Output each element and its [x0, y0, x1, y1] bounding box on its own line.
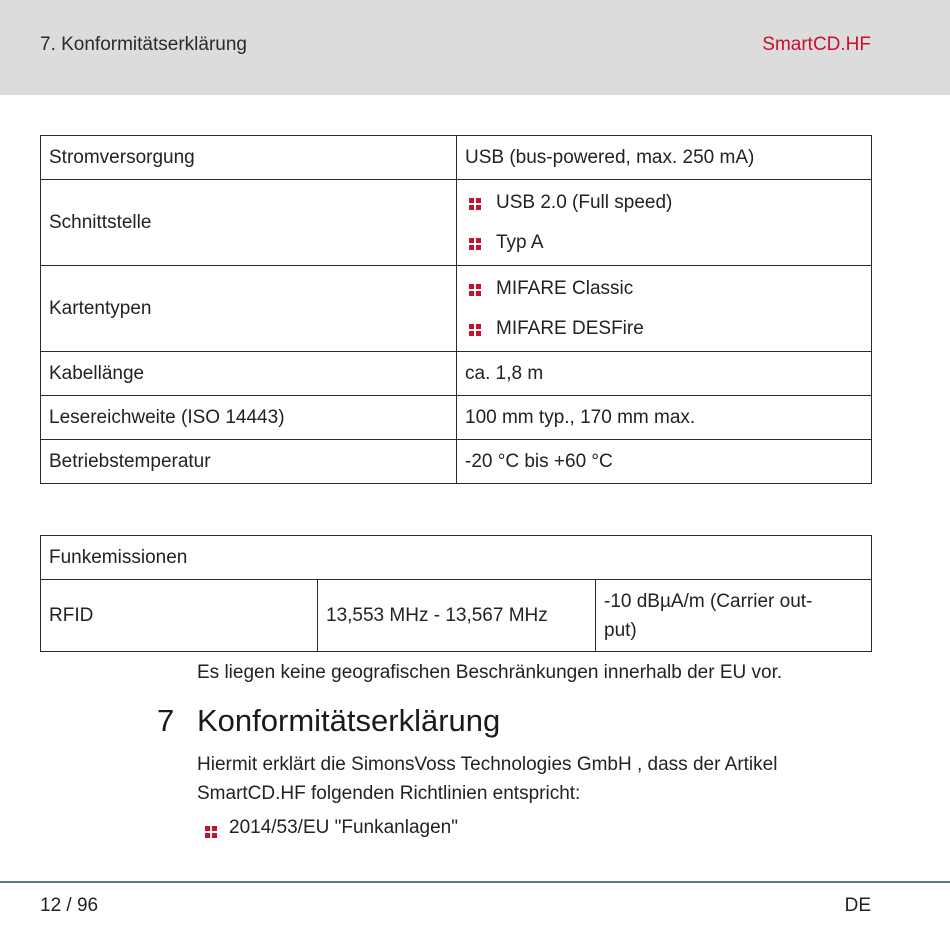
table-row [41, 580, 872, 652]
list-item [465, 269, 863, 309]
table-row [41, 396, 872, 440]
list-item-text: Typ A [496, 231, 544, 253]
section-body-line2: SmartCD.HF folgenden Richtlinien entspricht: [197, 783, 581, 804]
list-item-text: MIFARE Classic [496, 277, 634, 299]
list-item-text: USB 2.0 (Full speed) [496, 191, 673, 213]
header-section-title: 7. Konformitätserklärung [40, 34, 247, 55]
section-body [197, 750, 857, 808]
radio-table-header: Funkemissionen [41, 536, 872, 580]
spec-key: Kartentypen [41, 266, 457, 352]
eu-restriction-note: Es liegen keine geografischen Beschränkungen innerhalb der EU vor. [197, 662, 783, 683]
list-item [465, 183, 863, 223]
list-item [465, 223, 863, 263]
spec-value-list [457, 266, 872, 352]
radio-power [596, 580, 872, 652]
radio-power-line1: -10 dBµA/m (Carrier out- [604, 590, 813, 612]
table-row [41, 352, 872, 396]
section-number: 7 [157, 703, 175, 738]
table-row [41, 266, 872, 352]
header-product-name: SmartCD.HF [762, 34, 871, 55]
page-header [0, 0, 950, 95]
radio-name: RFID [41, 580, 318, 652]
bullet-icon [205, 826, 217, 838]
section-body-line1: Hiermit erklärt die SimonsVoss Technologies GmbH , dass der Artikel [197, 754, 778, 775]
spec-value-list [457, 180, 872, 266]
section-title: Konformitätserklärung [197, 703, 501, 738]
spec-key: Lesereichweite (ISO 14443) [41, 396, 457, 440]
spec-key: Stromversorgung [41, 136, 457, 180]
table-header-row [41, 536, 872, 580]
footer-divider [0, 881, 950, 883]
table-row [41, 136, 872, 180]
language-code: DE [844, 895, 871, 916]
spec-value: USB (bus-powered, max. 250 mA) [457, 136, 872, 180]
radio-frequency: 13,553 MHz - 13,567 MHz [318, 580, 596, 652]
radio-emissions-table [40, 535, 872, 652]
radio-power-line2: put) [604, 619, 637, 641]
spec-value: 100 mm typ., 170 mm max. [457, 396, 872, 440]
bullet-icon [469, 198, 481, 210]
table-row [41, 440, 872, 484]
bullet-icon [469, 284, 481, 296]
spec-key: Betriebstemperatur [41, 440, 457, 484]
spec-key: Schnittstelle [41, 180, 457, 266]
list-item [465, 309, 863, 349]
table-row [41, 180, 872, 266]
spec-key: Kabellänge [41, 352, 457, 396]
directive-text: 2014/53/EU "Funkanlagen" [229, 817, 458, 838]
bullet-icon [469, 324, 481, 336]
bullet-icon [469, 238, 481, 250]
spec-value: ca. 1,8 m [457, 352, 872, 396]
list-item-text: MIFARE DESFire [496, 317, 644, 339]
spec-table [40, 135, 872, 484]
list-item [197, 817, 458, 839]
page-number: 12 / 96 [40, 895, 99, 916]
spec-value: -20 °C bis +60 °C [457, 440, 872, 484]
